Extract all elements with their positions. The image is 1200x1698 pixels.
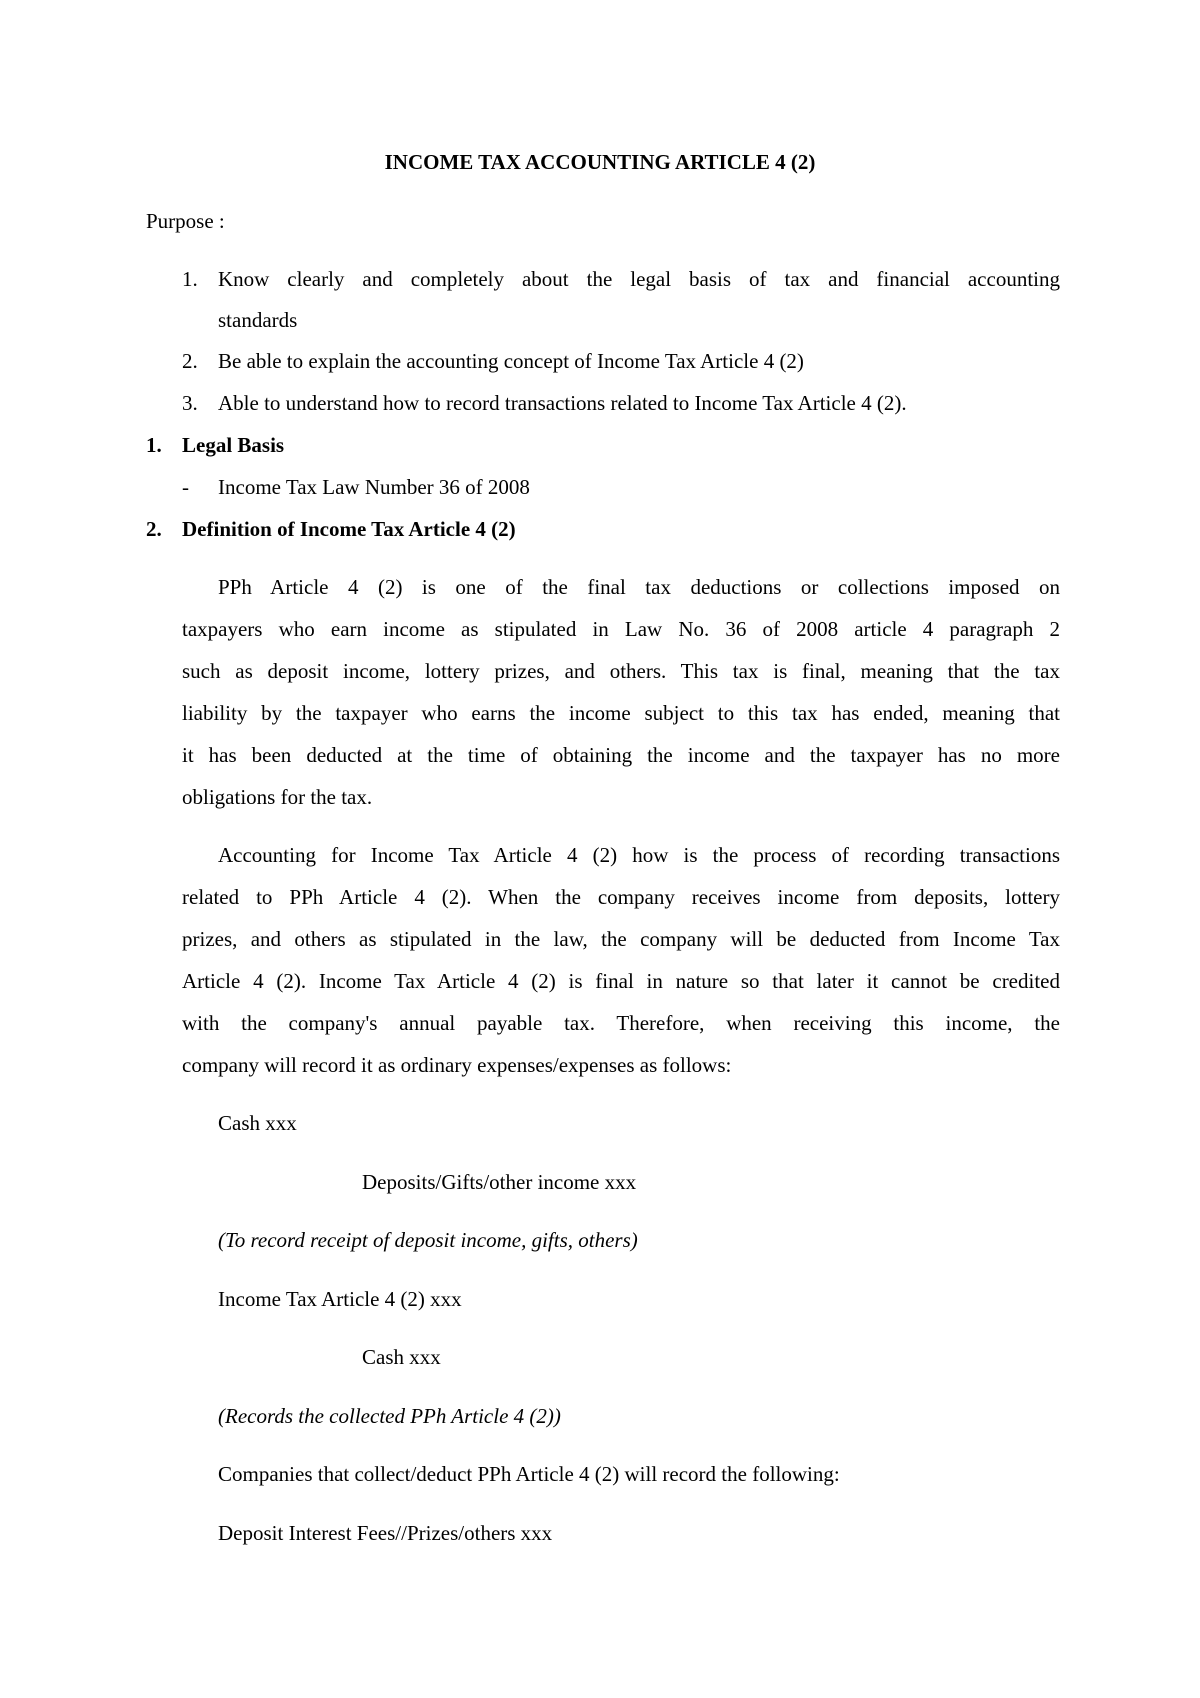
purpose-item-1-line1: Know clearly and completely about the legal basis of tax and financial accounting (218, 267, 1060, 291)
purpose-item-3: Able to understand how to record transactions related to Income Tax Article 4 (2). (218, 391, 907, 415)
paragraph-1-line: obligations for the tax. (182, 785, 373, 809)
paragraph-2-line: related to PPh Article 4 (2). When the company receives income from deposits, lottery (182, 885, 1060, 909)
paragraph-2-line: company will record it as ordinary expenses/expenses as follows: (182, 1053, 732, 1077)
paragraph-2-line: prizes, and others as stipulated in the law, the company will be deducted from Income Tax (182, 927, 1060, 951)
journal-entry-2-credit: Cash xxx (362, 1345, 441, 1369)
journal-entry-2-note: (Records the collected PPh Article 4 (2)) (218, 1404, 561, 1428)
section-1-bullet: - (182, 475, 189, 499)
section-2-number: 2. (146, 517, 162, 541)
purpose-number-3: 3. (182, 391, 198, 415)
journal-entry-2-debit: Income Tax Article 4 (2) xxx (218, 1287, 462, 1311)
purpose-label: Purpose : (146, 209, 225, 233)
purpose-number-1: 1. (182, 267, 198, 291)
paragraph-2-line: Article 4 (2). Income Tax Article 4 (2) is final in nature so that later it cannot be credited (182, 969, 1060, 993)
section-1-heading: Legal Basis (182, 433, 285, 457)
paragraph-1-line: taxpayers who earn income as stipulated in Law No. 36 of 2008 article 4 paragraph 2 (182, 617, 1060, 641)
paragraph-1-line: such as deposit income, lottery prizes, and others. This tax is final, meaning that the tax (182, 659, 1060, 683)
section-1-item: Income Tax Law Number 36 of 2008 (218, 475, 530, 499)
paragraph-2-line: Accounting for Income Tax Article 4 (2) how is the process of recording transactions (218, 843, 1060, 867)
paragraph-1-line: liability by the taxpayer who earns the income subject to this tax has ended, meaning that (182, 701, 1060, 725)
journal-entry-1-note: (To record receipt of deposit income, gifts, others) (218, 1228, 638, 1252)
purpose-number-2: 2. (182, 349, 198, 373)
collectors-text: Companies that collect/deduct PPh Article 4 (2) will record the following: (218, 1462, 840, 1486)
paragraph-2-line: with the company's annual payable tax. Therefore, when receiving this income, the (182, 1011, 1060, 1035)
section-1-number: 1. (146, 433, 162, 457)
purpose-item-2: Be able to explain the accounting concept of Income Tax Article 4 (2) (218, 349, 804, 373)
paragraph-1-line: PPh Article 4 (2) is one of the final tax deductions or collections imposed on (218, 575, 1060, 599)
journal-entry-1-credit: Deposits/Gifts/other income xxx (362, 1170, 637, 1194)
journal-entry-3-debit: Deposit Interest Fees//Prizes/others xxx (218, 1521, 553, 1545)
paragraph-1-line: it has been deducted at the time of obtaining the income and the taxpayer has no more (182, 743, 1060, 767)
document-title: INCOME TAX ACCOUNTING ARTICLE 4 (2) (384, 150, 816, 174)
purpose-item-1-line2: standards (218, 308, 298, 332)
journal-entry-1-debit: Cash xxx (218, 1111, 297, 1135)
section-2-heading: Definition of Income Tax Article 4 (2) (182, 517, 516, 541)
